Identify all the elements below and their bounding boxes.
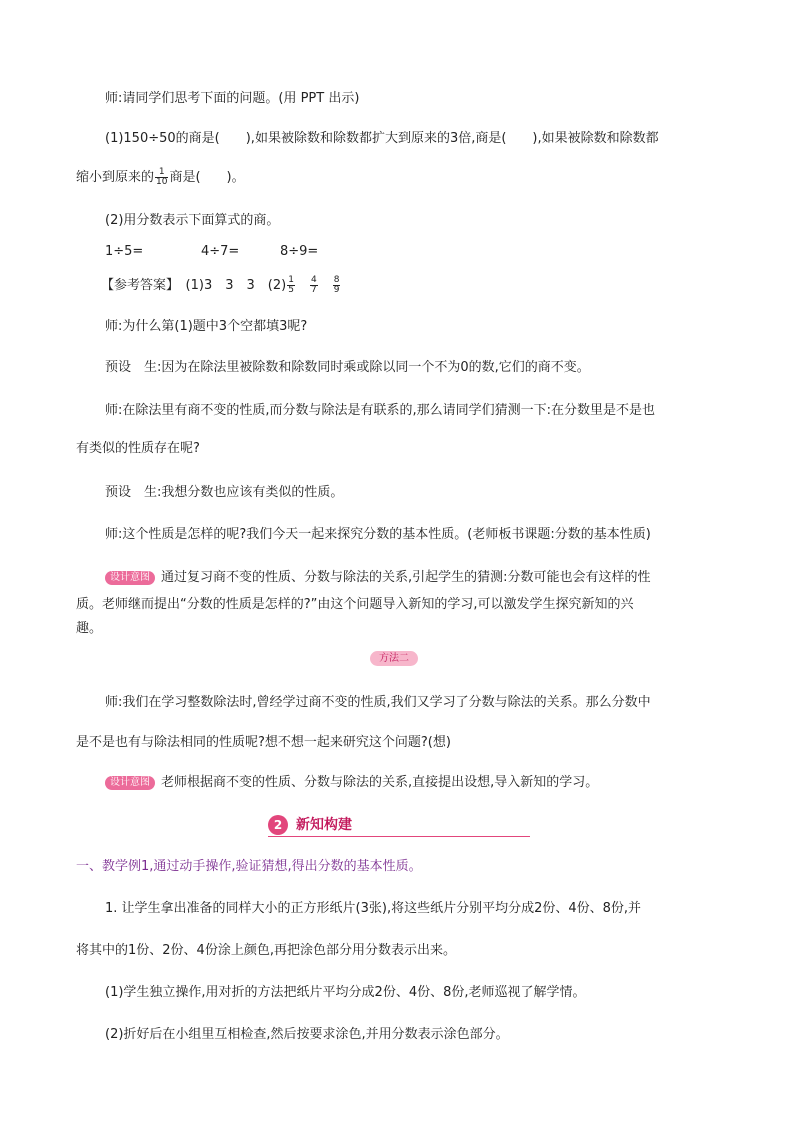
section-title: 新知构建 (296, 817, 352, 833)
section-rule (268, 836, 530, 837)
design-intent-badge: 设计意图 (105, 571, 155, 585)
design-intent-1 (105, 569, 651, 587)
paragraph: (2)折好后在小组里互相检查,然后按要求涂色,并用分数表示涂色部分。 (105, 1027, 509, 1042)
method-tag: 方法二 (370, 651, 418, 666)
paragraph: 师:在除法里有商不变的性质,而分数与除法是有联系的,那么请同学们猜测一下:在分数里是不是也 (105, 403, 656, 418)
paragraph: 师:这个性质是怎样的呢?我们今天一起来探究分数的基本性质。(老师板书课题:分数的基本性质) (105, 527, 651, 542)
text: 商是( )。 (169, 170, 245, 185)
expression-2: 4÷7= (201, 244, 240, 259)
design-intent-2 (105, 774, 598, 792)
fraction (155, 168, 168, 187)
text: 老师根据商不变的性质、分数与除法的关系,直接提出设想,导入新知的学习。 (161, 775, 599, 790)
paragraph: 预设 生:因为在除法里被除数和除数同时乘或除以同一个不为0的数,它们的商不变。 (105, 360, 590, 375)
paragraph: 预设 生:我想分数也应该有类似的性质。 (105, 485, 344, 500)
teaching-heading: 一、教学例1,通过动手操作,验证猜想,得出分数的基本性质。 (76, 859, 422, 874)
numerator: 1 (155, 168, 168, 178)
paragraph: 趣。 (76, 621, 103, 636)
question-2: (2)用分数表示下面算式的商。 (105, 213, 280, 228)
question-1-continued (76, 168, 245, 187)
paragraph: 有类似的性质存在呢? (76, 441, 200, 456)
numerator: 4 (310, 275, 317, 285)
paragraph: 师:请同学们思考下面的问题。(用 PPT 出示) (105, 91, 360, 106)
question-1: (1)150÷50的商是( ),如果被除数和除数都扩大到原来的3倍,商是( ),如果被除数和除数都 (105, 131, 659, 146)
text: 通过复习商不变的性质、分数与除法的关系,引起学生的猜测:分数可能也会有这样的性 (161, 570, 651, 585)
paragraph: 将其中的1份、2份、4份涂上颜色,再把涂色部分用分数表示出来。 (76, 943, 456, 958)
paragraph: 是不是也有与除法相同的性质呢?想不想一起来研究这个问题?(想) (76, 735, 451, 750)
denominator: 10 (156, 177, 168, 187)
section-header (268, 813, 530, 837)
denominator: 5 (288, 285, 294, 295)
expression-1: 1÷5= (105, 244, 144, 259)
fraction (310, 276, 318, 295)
answer-label: 【参考答案】 (101, 278, 173, 293)
denominator: 7 (310, 285, 317, 295)
paragraph: 师:我们在学习整数除法时,曾经学过商不变的性质,我们又学习了分数与除法的关系。那么分数中 (105, 695, 651, 710)
paragraph: 质。老师继而提出“分数的性质是怎样的?”由这个问题导入新知的学习,可以激发学生探究新知的兴 (76, 597, 634, 612)
answer-text: (1)3 3 3 (2) (185, 278, 287, 293)
paragraph: 1. 让学生拿出准备的同样大小的正方形纸片(3张),将这些纸片分别平均分成2份、4份、8份,并 (105, 901, 642, 916)
reference-answer (101, 276, 341, 295)
numerator: 8 (333, 275, 340, 285)
paragraph: (1)学生独立操作,用对折的方法把纸片平均分成2份、4份、8份,老师巡视了解学情。 (105, 985, 586, 1000)
denominator: 9 (333, 285, 340, 295)
design-intent-badge: 设计意图 (105, 776, 155, 790)
paragraph: 师:为什么第(1)题中3个空都填3呢? (105, 319, 308, 334)
fraction (333, 276, 341, 295)
fraction (287, 276, 295, 295)
numerator: 1 (288, 275, 294, 285)
section-number: 2 (268, 815, 288, 835)
expression-3: 8÷9= (280, 244, 319, 259)
text: 缩小到原来的 (76, 170, 155, 185)
